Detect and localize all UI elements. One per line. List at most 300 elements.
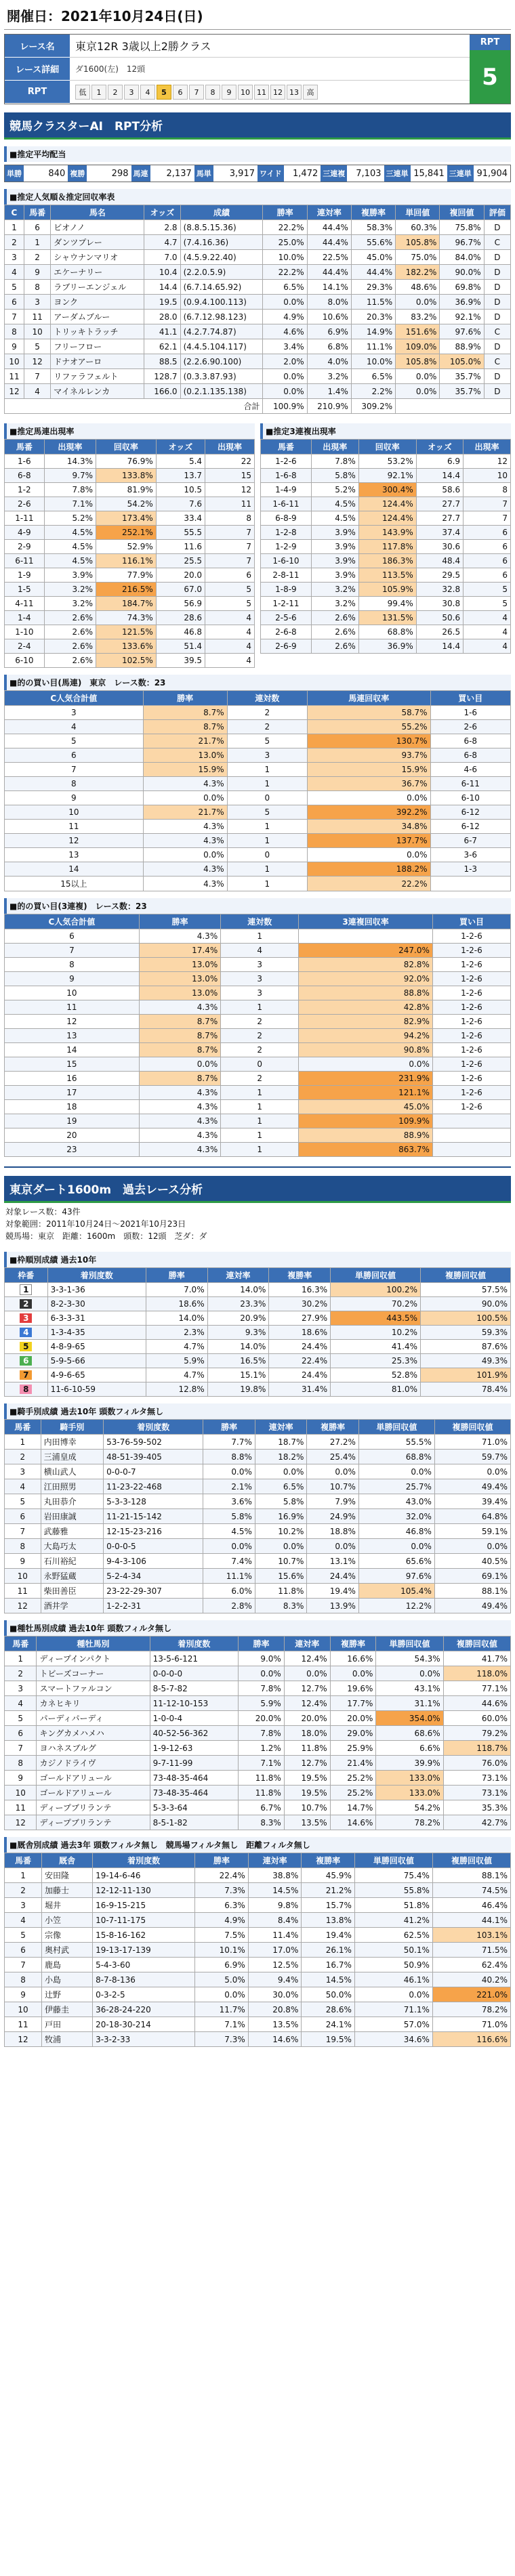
table-cell: 6-12	[430, 820, 510, 834]
table-cell: 9	[5, 1771, 37, 1786]
table-row	[5, 639, 255, 654]
table-row	[5, 280, 511, 295]
table-cell: 2	[5, 1883, 42, 1898]
table-cell: 4.3%	[143, 834, 227, 848]
table-cell: 6	[464, 526, 511, 540]
table-header-cell: 馬番	[261, 440, 312, 455]
table-cell: 3-6	[430, 848, 510, 862]
table-cell: 100.5%	[421, 1311, 511, 1326]
table-row	[261, 568, 511, 583]
table-header-cell: 着別度数	[150, 1637, 238, 1651]
table-cell: 3-3-1-36	[47, 1283, 146, 1297]
table-cell: 94.2%	[299, 1029, 433, 1043]
table-cell: 73-48-35-464	[150, 1771, 238, 1786]
table-cell: スマートファルコン	[37, 1681, 150, 1696]
table-cell: 93.7%	[308, 748, 431, 763]
prob-tables	[4, 417, 511, 668]
table-cell: 25.2%	[330, 1786, 376, 1800]
table-cell: 5	[5, 734, 144, 748]
table-row	[261, 583, 511, 597]
table-cell: 55.5	[156, 526, 205, 540]
table-cell: 21.7%	[143, 805, 227, 820]
table-cell: 10.7%	[255, 1554, 307, 1569]
table-row	[5, 384, 511, 399]
table-cell: 7	[5, 763, 144, 777]
table-cell: 2.3%	[146, 1326, 207, 1340]
table-cell: 4	[464, 625, 511, 639]
sire-title: ■種牡馬別成績 過去10年 頭数フィルタ無し	[4, 1620, 511, 1636]
table-cell: (0.9.4.100.113)	[180, 295, 263, 310]
table-cell: 19-14-6-46	[93, 1868, 195, 1883]
table-cell: D	[484, 384, 510, 399]
table-cell: 0-3-2-5	[93, 1987, 195, 2002]
table-cell: 5-2-4-34	[104, 1569, 203, 1584]
table-cell: 10.6%	[307, 310, 351, 324]
table-cell: 8	[5, 958, 140, 972]
table-cell: 鹿島	[42, 1958, 93, 1972]
table-cell: 12	[205, 483, 255, 497]
table-header-cell: 単勝回収値	[358, 1420, 434, 1435]
table-cell: 0.0%	[330, 1666, 376, 1681]
table-cell: 52.8%	[331, 1368, 421, 1382]
table-cell: 55.2%	[308, 720, 431, 734]
table-cell: 45.0%	[351, 250, 395, 265]
table-cell: 14.7%	[330, 1800, 376, 1815]
jockey-title: ■騎手別成績 過去10年 頭数フィルタ無し	[4, 1403, 511, 1419]
table-cell: 23	[5, 1143, 140, 1157]
table-cell: 0.0%	[195, 1987, 249, 2002]
table-cell: 4.5%	[311, 511, 358, 526]
table-cell: 6.8%	[307, 339, 351, 354]
event-date: 開催日：2021年10月24日(日)	[4, 3, 511, 30]
table-cell: 13-5-6-121	[150, 1651, 238, 1666]
table-row	[5, 748, 511, 763]
table-cell: 2-6	[5, 497, 45, 511]
table-cell: 113.5%	[358, 568, 416, 583]
table-cell: 10.2%	[255, 1524, 307, 1539]
frame-number-badge: 4	[20, 1328, 32, 1337]
table-cell: 22.2%	[308, 877, 431, 891]
avg-payout-key: ワイド	[258, 165, 284, 182]
table-cell: 9	[5, 1987, 42, 2002]
table-cell: 12.8%	[146, 1382, 207, 1397]
table-cell: 6	[24, 220, 50, 235]
table-cell: 46.8	[156, 625, 205, 639]
table-row	[261, 554, 511, 568]
table-cell: 0-0-0-7	[104, 1464, 203, 1479]
table-cell: (7.4.16.36)	[180, 235, 263, 250]
table-cell: 13.5%	[248, 2017, 302, 2032]
popularity-table-title: ■推定人気順＆推定回収率表	[4, 189, 511, 205]
table-cell: D	[484, 280, 510, 295]
table-cell: 2	[24, 250, 50, 265]
table-cell: 71.1%	[354, 2002, 432, 2017]
table-row	[5, 986, 511, 1000]
avg-payout-summary	[4, 165, 511, 182]
table-cell: 863.7%	[299, 1143, 433, 1157]
avg-payout-key: 単勝	[5, 165, 24, 182]
rpt-scale-step: 低	[75, 85, 90, 100]
table-row	[5, 469, 255, 483]
table-cell: 7	[464, 497, 511, 511]
table-cell: 宗像	[42, 1928, 93, 1943]
table-cell: 大島巧太	[41, 1539, 104, 1554]
table-cell: 23.3%	[207, 1297, 269, 1311]
table-header-row	[5, 914, 511, 929]
table-cell: ディープインパクト	[37, 1651, 150, 1666]
table-header-cell: 着別度数	[104, 1420, 203, 1435]
table-cell: 4.5%	[44, 540, 96, 554]
table-cell: 8.4%	[248, 1913, 302, 1928]
table-cell: 7	[205, 540, 255, 554]
table-cell: 1	[24, 235, 50, 250]
table-cell: 8.8%	[203, 1450, 255, 1464]
table-cell: 1	[227, 877, 307, 891]
table-cell: 48.6%	[396, 280, 440, 295]
table-cell: 30.6	[416, 540, 463, 554]
table-cell: 1-6-8	[261, 469, 312, 483]
table-cell: 1	[227, 862, 307, 877]
trainer-table	[4, 1853, 511, 2047]
rpt-scale-step: 5	[157, 85, 171, 100]
table-cell: 3.9%	[311, 526, 358, 540]
rpt-header: RPT	[470, 35, 510, 50]
table-cell: 0.0%	[396, 384, 440, 399]
table-cell: 19.4%	[302, 1928, 355, 1943]
table-cell: 16-9-15-215	[93, 1898, 195, 1913]
table-cell: 4	[5, 265, 24, 280]
table-cell: 46.8%	[358, 1524, 434, 1539]
table-row	[261, 497, 511, 511]
table-cell: 11.8%	[255, 1584, 307, 1599]
table-cell: 11	[5, 1800, 37, 1815]
table-cell: 10	[464, 469, 511, 483]
table-cell: 44.4%	[307, 220, 351, 235]
table-cell: 2	[227, 720, 307, 734]
table-cell: 27.9%	[269, 1311, 331, 1326]
table-row	[5, 220, 511, 235]
table-cell: 3.4%	[263, 339, 307, 354]
table-cell: 44.1%	[432, 1913, 510, 1928]
table-row	[5, 369, 511, 384]
table-header-cell: 複勝率	[302, 1853, 355, 1868]
table-row	[5, 1883, 511, 1898]
table-cell: 6	[5, 1509, 41, 1524]
table-cell: 1-2-6	[432, 1029, 510, 1043]
table-cell: 30.2%	[269, 1297, 331, 1311]
table-cell: 11-23-22-468	[104, 1479, 203, 1494]
table-cell: (0.3.3.87.93)	[180, 369, 263, 384]
table-cell: 36-28-24-220	[93, 2002, 195, 2017]
table-cell: 8.7%	[143, 706, 227, 720]
table-cell: 6.5%	[255, 1479, 307, 1494]
table-cell: 74.5%	[432, 1883, 510, 1898]
table-cell: 5.2%	[311, 483, 358, 497]
table-cell: 12	[464, 455, 511, 469]
table-cell: 0.0%	[434, 1464, 510, 1479]
table-cell: 73.1%	[443, 1771, 510, 1786]
table-cell: 19.5%	[302, 2032, 355, 2047]
table-cell: 74.3%	[96, 611, 157, 625]
table-cell: 18.6%	[269, 1326, 331, 1340]
table-cell: 11-12-10-153	[150, 1696, 238, 1711]
table-row	[5, 310, 511, 324]
table-cell: 2-8-11	[261, 568, 312, 583]
table-cell: 4.3%	[139, 1128, 220, 1143]
table-header-cell: 種牡馬別	[37, 1637, 150, 1651]
table-cell: 14.1%	[307, 280, 351, 295]
table-cell: 36.7%	[308, 777, 431, 791]
table-cell: 4.5%	[44, 526, 96, 540]
table-row	[5, 1972, 511, 1987]
table-cell: 11.1%	[203, 1569, 255, 1584]
table-header-cell: 勝率	[146, 1268, 207, 1283]
table-cell: 3	[5, 1464, 41, 1479]
table-row	[5, 265, 511, 280]
table-cell: 44.4%	[307, 235, 351, 250]
table-cell: 102.5%	[96, 654, 157, 668]
table-cell: 15	[5, 1057, 140, 1072]
table-cell: 60.0%	[443, 1711, 510, 1726]
table-cell	[5, 1326, 48, 1340]
table-cell: 88.9%	[440, 339, 484, 354]
table-cell: 4.5%	[203, 1524, 255, 1539]
table-row	[5, 1326, 511, 1340]
table-row	[5, 958, 511, 972]
table-cell: 78.2%	[376, 1815, 443, 1830]
table-header-cell: 勝率	[203, 1420, 255, 1435]
table-cell: 54.2%	[96, 497, 157, 511]
table-cell: 7	[5, 1524, 41, 1539]
table-cell: 7	[24, 369, 50, 384]
table-cell: 9	[5, 339, 24, 354]
table-cell: 137.7%	[308, 834, 431, 848]
table-cell: 5	[205, 597, 255, 611]
table-cell: 5	[5, 1494, 41, 1509]
table-cell: 6	[5, 929, 140, 944]
table-cell	[5, 1297, 48, 1311]
table-row	[5, 972, 511, 986]
table-cell: 3.9%	[311, 540, 358, 554]
table-cell: 9	[5, 972, 140, 986]
table-cell: 15	[205, 469, 255, 483]
table-cell: 1-8-9	[261, 583, 312, 597]
avg-payout-key: 三連単	[447, 165, 474, 182]
table-cell: 19.5	[144, 295, 180, 310]
table-row	[5, 1569, 511, 1584]
table-cell: 82.9%	[299, 1015, 433, 1029]
avg-payout-cell	[447, 165, 510, 182]
table-cell: 10	[5, 354, 24, 369]
race-info-box	[4, 34, 511, 104]
table-cell: 6-7	[430, 834, 510, 848]
avg-payout-key: 三連複	[321, 165, 347, 182]
table-cell: 216.5%	[96, 583, 157, 597]
table-cell: 124.4%	[358, 497, 416, 511]
table-cell: 1-4-9	[261, 483, 312, 497]
table-cell: 合計	[5, 399, 263, 414]
table-cell: 33.4	[156, 511, 205, 526]
table-cell: 88.9%	[299, 1128, 433, 1143]
table-header-cell: 馬連回収率	[308, 691, 431, 706]
table-cell: 13.0%	[139, 958, 220, 972]
table-cell: 1-2-6	[432, 1072, 510, 1086]
table-cell: 27.7	[416, 511, 463, 526]
table-cell: 3-3-2-33	[93, 2032, 195, 2047]
table-cell: 22	[205, 455, 255, 469]
table-cell: 37.4	[416, 526, 463, 540]
table-cell: ディープブリランテ	[37, 1815, 150, 1830]
table-cell: 加藤士	[42, 1883, 93, 1898]
table-cell: 67.0	[156, 583, 205, 597]
table-cell: 0.0%	[299, 1057, 433, 1072]
avg-payout-value: 3,917	[229, 168, 255, 179]
table-cell: 13.5%	[284, 1815, 330, 1830]
table-cell: ビオノノ	[51, 220, 144, 235]
table-cell: 10-7-11-175	[93, 1913, 195, 1928]
table-cell: 109.9%	[299, 1114, 433, 1128]
table-cell: 11.4%	[248, 1928, 302, 1943]
table-cell: 4	[205, 654, 255, 668]
past-analysis-meta-line: 対象レース数：43件	[5, 1207, 81, 1217]
table-header-cell: 連対率	[207, 1268, 269, 1283]
table-cell: キングカメハメハ	[37, 1726, 150, 1741]
table-header-cell: 出現率	[464, 440, 511, 455]
table-header-cell: 連対率	[284, 1637, 330, 1651]
table-cell: 182.2%	[396, 265, 440, 280]
table-cell: ヨンク	[51, 295, 144, 310]
table-cell: 11.8%	[284, 1741, 330, 1756]
table-cell: 8.7%	[143, 720, 227, 734]
frame-number-badge: 3	[20, 1313, 32, 1323]
table-cell: 42.7%	[443, 1815, 510, 1830]
table-cell: 88.5	[144, 354, 180, 369]
table-cell: 4	[5, 720, 144, 734]
table-cell: 1-2-6	[432, 944, 510, 958]
table-row	[5, 1311, 511, 1326]
table-cell: 15.6%	[255, 1569, 307, 1584]
table-cell: 1-2-6	[432, 986, 510, 1000]
table-cell: 12	[5, 384, 24, 399]
table-cell: 83.2%	[396, 310, 440, 324]
table-cell: 59.3%	[421, 1326, 511, 1340]
table-cell: 1-2-6	[432, 1057, 510, 1072]
table-row	[5, 706, 511, 720]
table-header-cell: 馬名	[51, 205, 144, 220]
sanren-table	[260, 439, 511, 654]
table-cell: 2	[5, 1666, 37, 1681]
table-cell: トリッキトラッチ	[51, 324, 144, 339]
table-cell: 13.1%	[307, 1554, 359, 1569]
table-cell: 7.1%	[44, 497, 96, 511]
table-header-cell: 厩舎	[42, 1853, 93, 1868]
table-header-cell: 複勝率	[307, 1420, 359, 1435]
table-header-cell: 連対率	[255, 1420, 307, 1435]
table-cell: 27.2%	[307, 1435, 359, 1450]
table-cell: 4.5%	[44, 554, 96, 568]
table-cell: 128.7	[144, 369, 180, 384]
table-row	[5, 483, 255, 497]
avg-payout-cell	[131, 165, 194, 182]
table-cell: 2.6%	[311, 611, 358, 625]
table-cell: ディープブリランテ	[37, 1800, 150, 1815]
table-cell: D	[484, 220, 510, 235]
table-cell: 5	[5, 1928, 42, 1943]
table-cell: 0	[221, 1057, 299, 1072]
table-cell: (4.4.5.104.117)	[180, 339, 263, 354]
frame-number-badge: 7	[20, 1370, 32, 1380]
table-cell: 6-12	[430, 805, 510, 820]
table-cell: 4.3%	[139, 1000, 220, 1015]
table-cell: ドナオアーロ	[51, 354, 144, 369]
table-cell: 2-6-8	[261, 625, 312, 639]
table-cell: 81.0%	[331, 1382, 421, 1397]
table-cell: 7.0	[144, 250, 180, 265]
table-cell: 130.7%	[308, 734, 431, 748]
table-cell: 92.1%	[358, 469, 416, 483]
table-cell: 71.0%	[432, 2017, 510, 2032]
table-cell: 6	[5, 295, 24, 310]
table-header-cell: 単勝回収値	[331, 1268, 421, 1283]
table-cell: 6-8	[430, 734, 510, 748]
table-cell: 8-5-1-82	[150, 1815, 238, 1830]
table-cell: 26.5	[416, 625, 463, 639]
avg-payout-key: 複勝	[68, 165, 87, 182]
table-cell: 6	[5, 748, 144, 763]
avg-payout-cell	[384, 165, 447, 182]
table-cell: 3	[5, 250, 24, 265]
table-header-row	[5, 1268, 511, 1283]
table-cell: 14.6%	[330, 1815, 376, 1830]
table-header-cell: 複勝率	[351, 205, 395, 220]
table-cell: 5	[464, 597, 511, 611]
table-cell: 118.0%	[443, 1666, 510, 1681]
table-cell: 8.7%	[139, 1072, 220, 1086]
table-cell: 横山武人	[41, 1464, 104, 1479]
table-row	[5, 1681, 511, 1696]
table-cell: 0.0%	[263, 295, 307, 310]
table-row	[261, 511, 511, 526]
table-cell: 10.0%	[351, 354, 395, 369]
table-cell: 7	[5, 310, 24, 324]
table-row	[5, 339, 511, 354]
table-row	[5, 1815, 511, 1830]
table-header-cell: 勝率	[143, 691, 227, 706]
table-cell: 11.7%	[195, 2002, 249, 2017]
table-cell: 7.7%	[203, 1435, 255, 1450]
table-cell: 1	[221, 1128, 299, 1143]
table-cell: 50.6	[416, 611, 463, 625]
table-cell: 1	[227, 834, 307, 848]
table-cell: 7.1%	[195, 2017, 249, 2032]
table-cell: 81.9%	[96, 483, 157, 497]
table-row	[5, 1382, 511, 1397]
table-cell: 28.0	[144, 310, 180, 324]
rpt-scale-step: 13	[287, 85, 302, 100]
table-cell: 8	[205, 511, 255, 526]
table-row	[5, 1368, 511, 1382]
table-cell: 166.0	[144, 384, 180, 399]
table-cell: 4.3%	[139, 929, 220, 944]
table-row	[5, 805, 511, 820]
table-cell: 8.0%	[307, 295, 351, 310]
table-cell: 4.3%	[139, 1086, 220, 1100]
table-header-cell: オッズ	[156, 440, 205, 455]
table-cell: 64.8%	[434, 1509, 510, 1524]
table-cell: 354.0%	[376, 1711, 443, 1726]
table-cell: 49.3%	[421, 1354, 511, 1368]
table-cell: 4.9%	[263, 310, 307, 324]
